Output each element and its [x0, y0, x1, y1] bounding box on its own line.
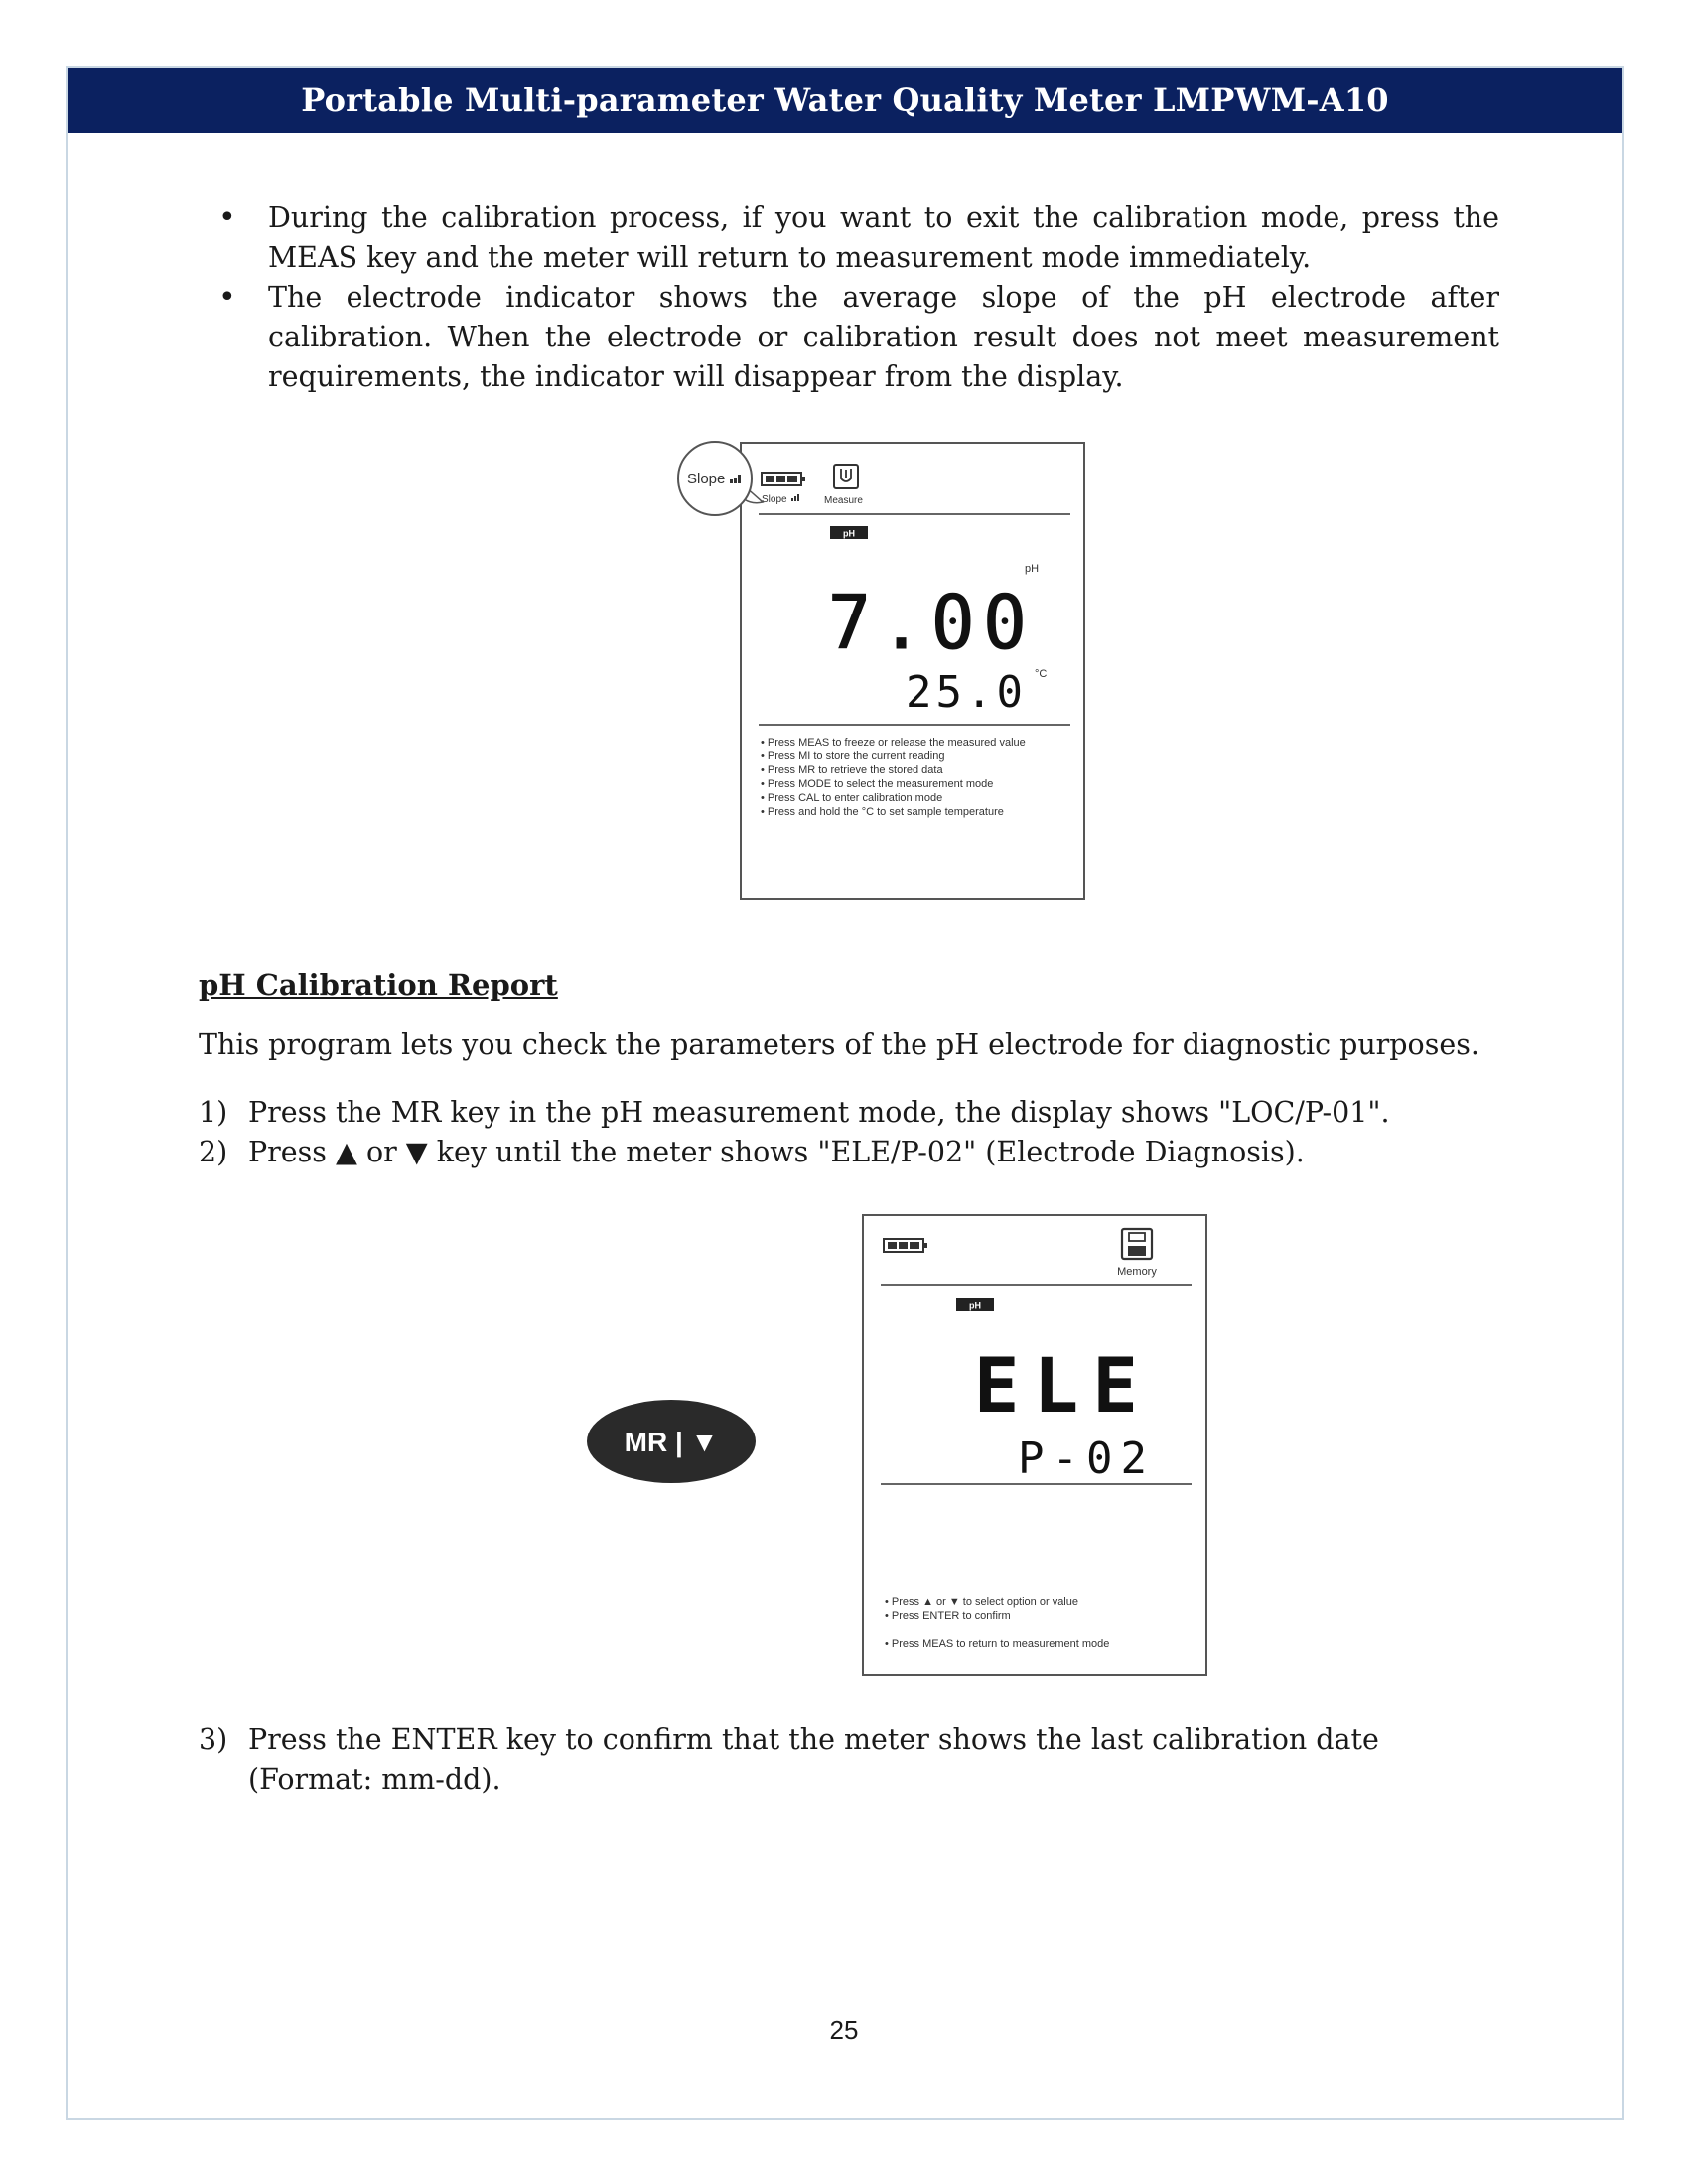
bullet-item: • The electrode indicator shows the average slope of the pH electrode after calibration. When the electrode or calibration result does not meet measurement requirements, the indicator will disappear from the display.: [218, 278, 1499, 397]
step-text: Press the ENTER key to confirm that the meter shows the last calibration date (Format: mm-dd).: [248, 1723, 1379, 1796]
header-bar: [68, 68, 1622, 133]
step-item: [199, 1093, 1499, 1133]
step-number: 2): [199, 1136, 228, 1168]
temperature-reading: 25.0: [906, 667, 1027, 718]
instruction-line: • Press ENTER to confirm: [885, 1610, 1011, 1622]
bullet-list: [218, 199, 1499, 397]
measure-label: Measure: [824, 495, 863, 506]
instruction-line: • Press MEAS to freeze or release the measured value: [761, 737, 1026, 749]
electrode-diagnosis-figure: [581, 1213, 1216, 1680]
step-item: [199, 1720, 1499, 1800]
ph-measurement-display-figure: [675, 437, 1092, 903]
header-title: Portable Multi-parameter Water Quality Meter LMPWM-A10: [301, 81, 1389, 119]
memory-label: Memory: [1117, 1266, 1157, 1278]
instruction-line: • Press MODE to select the measurement mode: [761, 778, 994, 790]
step-number: 3): [199, 1723, 228, 1756]
diagnosis-sub-reading: P-02: [1018, 1433, 1155, 1484]
diagnosis-main-reading: ELE: [973, 1341, 1152, 1430]
step-text: Press the MR key in the pH measurement mode, the display shows "LOC/P-01".: [248, 1096, 1390, 1129]
mr-key-label: MR | ▼: [624, 1427, 719, 1457]
instruction-line: • Press and hold the °C to set sample temperature: [761, 806, 1004, 818]
section-heading: pH Calibration Report: [199, 968, 558, 1002]
instruction-line: • Press ▲ or ▼ to select option or value: [885, 1596, 1078, 1608]
ph-reading: 7.00: [825, 577, 1033, 669]
instruction-line: • Press MEAS to return to measurement mode: [885, 1638, 1110, 1650]
step-item: [199, 1133, 1499, 1172]
bullet-item: • During the calibration process, if you want to exit the calibration mode, press the MEAS key and the meter will return to measurement mode immediately.: [218, 199, 1499, 278]
step-list: [199, 1093, 1499, 1172]
ph-unit: pH: [1025, 563, 1040, 575]
step-list: [199, 1720, 1499, 1800]
intro-paragraph: This program lets you check the parameters of the pH electrode for diagnostic purposes.: [199, 1028, 1479, 1061]
mr-key-icon: [587, 1400, 756, 1483]
callout-label: Slope: [687, 471, 726, 487]
temperature-unit: °C: [1035, 668, 1048, 680]
instruction-line: • Press MI to store the current reading: [761, 751, 945, 762]
mode-tag: pH: [843, 528, 855, 539]
mode-tag: pH: [969, 1300, 981, 1311]
page-number: 25: [829, 2015, 859, 2045]
instruction-line: • Press CAL to enter calibration mode: [761, 792, 943, 804]
step-text: Press ▲ or ▼ key until the meter shows "ELE/P-02" (Electrode Diagnosis).: [248, 1136, 1305, 1168]
slope-label: Slope: [762, 494, 787, 505]
instruction-line: • Press MR to retrieve the stored data: [761, 764, 943, 776]
step-number: 1): [199, 1096, 228, 1129]
